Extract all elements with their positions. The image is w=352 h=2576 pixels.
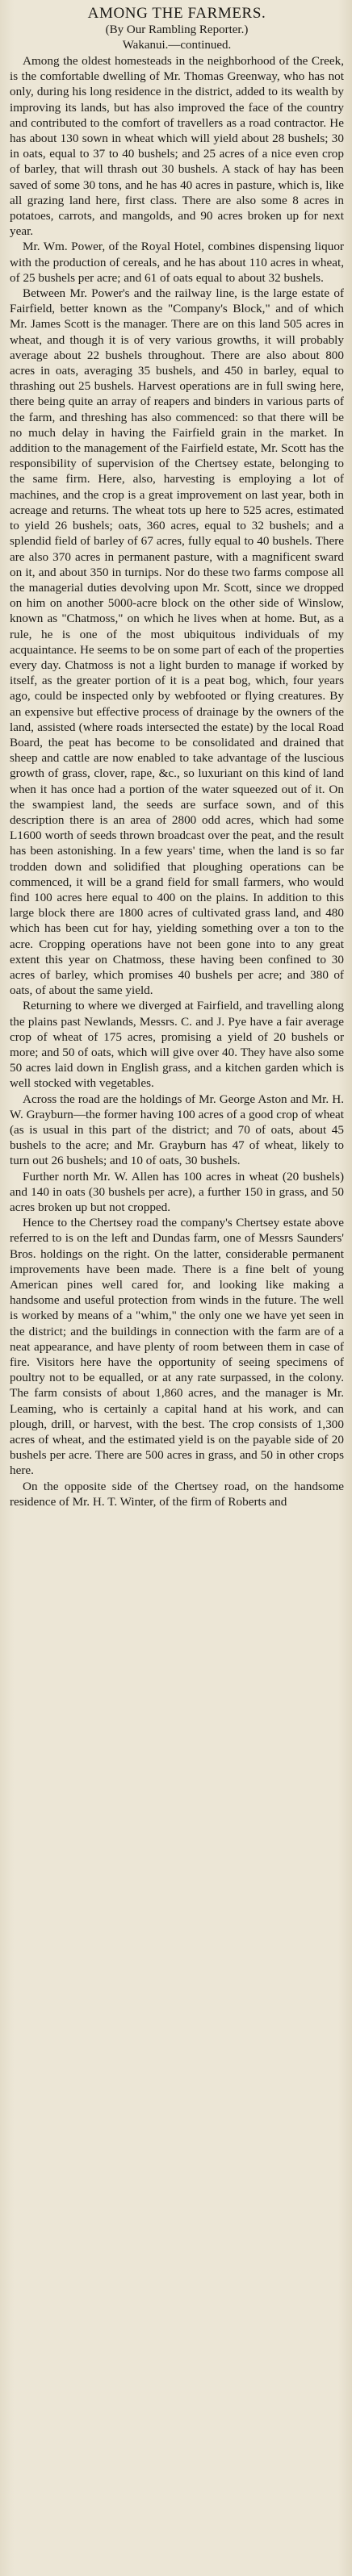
article-paragraph: Among the oldest homesteads in the neighborhood of the Creek, is the comfortable dwelling of Mr. Thomas Greenway, who has not only, during his long residence in the district, added to its wealth by improving its lands, but has also improved the face of the country and contributed to the comfort of travellers as a road contractor. He has about 130 sown in wheat which will yield about 28 bushels; 30 in oats, equal to 37 to 40 bushels; and 25 acres of a nice even crop of barley, that will thrash out 30 bushels. A stack of hay has been saved of some 30 tons, and he has 40 acres in pasture, which is, like all grazing land here, first class. There are also some 8 acres in potatoes, carrots, and mangolds, and 90 acres broken up for next year. bbox=[10, 54, 344, 239]
article-paragraph: Further north Mr. W. Allen has 100 acres in wheat (20 bushels) and 140 in oats (30 bushels per acre), a further 150 in grass, and 50 acres broken up but not cropped. bbox=[10, 1169, 344, 1215]
article-place-heading: Wakanui.—continued. bbox=[122, 39, 232, 52]
article-paragraph: On the opposite side of the Chertsey road, on the handsome residence of Mr. H. T. Winter, of the firm of Roberts and bbox=[10, 1479, 344, 1509]
article-headline: AMONG THE FARMERS. bbox=[87, 5, 266, 22]
article-paragraph: Across the road are the holdings of Mr. George Aston and Mr. H. W. Grayburn—the former having 100 acres of a good crop of wheat (as is usual in this part of the district; and 70 of oats, about 45 bushels to the acre; and Mr. Grayburn has 47 of wheat, likely to turn out 26 bushels; and 10 of oats, 30 bushels. bbox=[10, 1092, 344, 1168]
article-column bbox=[10, 5, 344, 2574]
article-paragraph: Returning to where we diverged at Fairfield, and travelling along the plains past Newlands, Messrs. C. and J. Pye have a fair average crop of wheat of 175 acres, promising a yield of 20 bushels or more; and 50 of oats, which will give over 40. They have also some 50 acres laid down in English grass, and a kitchen garden which is well stocked with vegetables. bbox=[10, 999, 344, 1091]
article-byline: (By Our Rambling Reporter.) bbox=[105, 23, 249, 36]
article-paragraph: Mr. Wm. Power, of the Royal Hotel, combines dispensing liquor with the production of cereals, and he has about 110 acres in wheat, of 25 bushels per acre; and 61 of oats equal to about 32 bushels. bbox=[10, 240, 344, 285]
article-paragraph: Hence to the Chertsey road the company's Chertsey estate above referred to is on the left and Dundas farm, one of Messrs Saunders' Bros. holdings on the right. On the latter, considerable permanent improvements have been made. There is a fine belt of young American pines well cared for, and looking like making a handsome and useful protection from winds in the future. The well is worked by means of a "whim," the only one we have yet seen in the district; and the buildings in connection with the farm are of a neat appearance, and have plenty of room between them in case of fire. Visitors here have the opportunity of seeing specimens of poultry not to be equalled, or at any rate surpassed, in the colony. The farm consists of about 1,860 acres, and the manager is Mr. Leaming, who is certainly a capital hand at his work, and can plough, drill, or harvest, with the best. The crop consists of 1,300 acres of wheat, and the estimated yield is on the payable side of 20 bushels per acre. There are 500 acres in grass, and 50 in other crops here. bbox=[10, 1216, 344, 1478]
article-paragraph: Between Mr. Power's and the railway line, is the large estate of Fairfield, better known as the "Company's Block," and of which Mr. James Scott is the manager. There are on this land 505 acres in wheat, and though it is of very various growths, it will probably average about 22 bushels throughout. There are also about 800 acres in oats, averaging 35 bushels, and 450 in barley, equal to thrashing out 25 bushels. Harvest operations are in full swing here, there being quite an array of reapers and binders in various parts of the farm, and threshing has also commenced: so that there will be no much delay in having the Fairfield grain in the market. In addition to the management of the Fairfield estate, Mr. Scott has the responsibility of supervision of the Chertsey estate, belonging to the same firm. Here, also, harvesting is employing a lot of machines, and the crop is a great improvement on last year, both in acreage and returns. The wheat tots up here to 525 acres, estimated to yield 26 bushels; oats, 360 acres, equal to 32 bushels; and a splendid field of barley of 67 acres, fully equal to 40 bushels. There are also 370 acres in permanent pasture, with a magnificent sward on it, and about 350 in turnips. Nor do these two farms compose all the managerial duties devolving upon Mr. Scott, since we dropped on him on another 5000-acre block on the other side of Winslow, known as "Chatmoss," on which he lives when at home. But, as a rule, he is one of the most ubiquitous individuals of my acquaintance. He seems to be on some part of each of the properties every day. Chatmoss is not a light burden to manage if worked by itself, as the greater portion of it is a peat bog, which, four years ago, could be inspected only by webfooted or flying creatures. By an expensive but effective process of drainage by the owners of the land, assisted (where roads intersected the estate) by the local Road Board, the peat has become to be consolidated and drained that sheep and cattle are now enabled to take advantage of the luscious growth of grass, clover, rape, &c., so luxuriant on this kind of land when it has once had a portion of the water squeezed out of it. On the swampiest land, the seeds are surface sown, and of this description there is an area of 2800 odd acres, which had some L1600 worth of seeds thrown broadcast over the peat, and the result has been astonishing. In a few years' time, when the land is so far trodden down and solidified that ploughing operations can be commenced, it will be a grand field for small farmers, who would find 100 acres here equal to 400 on the plains. In addition to this large block there are 1800 acres of cultivated grass land, and 480 which has been cut for hay, yielding something over a ton to the acre. Cropping operations have not been gone into to any great extent this year on Chatmoss, these having been confined to 30 acres of barley, which promises 40 bushels per acre; and 380 of oats, of about the same yield. bbox=[10, 286, 344, 998]
